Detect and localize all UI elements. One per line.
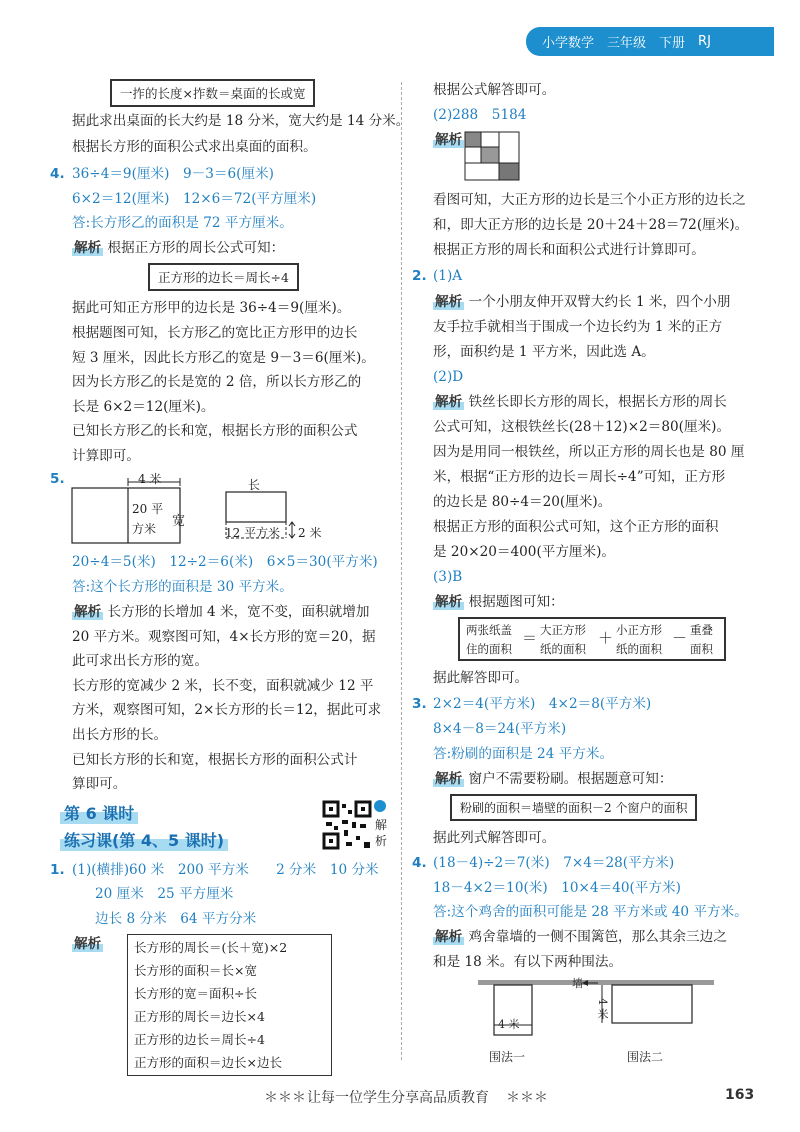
answer-line: 边长 8 分米 64 平方分米: [95, 911, 257, 927]
label-20b: 方米: [132, 522, 157, 536]
text-line: 米，根据“正方形的边长＝周长÷4”可知，正方形: [433, 469, 726, 485]
text-line: 根据题图可知：: [468, 594, 564, 610]
text-line: 形，面积约是 1 平方米，因此选 A。: [433, 344, 655, 360]
text-line: 算即可。: [72, 776, 127, 792]
formula-item: 长方形的面积＝长×宽: [134, 963, 257, 978]
text-line: 根据正方形的周长公式可知：: [107, 240, 285, 256]
qr-label: 解: [375, 818, 388, 832]
answer-line: 2×2＝4(平方米) 4×2＝8(平方米): [433, 696, 652, 712]
answer-line: 20 厘米 25 平方厘米: [95, 886, 234, 902]
qr-code-icon[interactable]: [322, 800, 372, 850]
text-line: 看图可知，大正方形的边长是三个小正方形的边长之: [433, 192, 746, 208]
answer-line: 6×2＝12(厘米) 12×6＝72(平方厘米): [72, 191, 317, 207]
label-chang: 长: [248, 478, 261, 492]
text-line: 已知长方形的长和宽，根据长方形的面积公式计: [72, 752, 358, 768]
relation-term-2: 大正方形 纸的面积: [540, 623, 586, 656]
relation-box: [458, 617, 726, 661]
footer-stars-left: ＊＊＊: [264, 1090, 306, 1106]
column-divider: [401, 82, 402, 1060]
answer-line: 20÷4＝5(米) 12÷2＝6(米) 6×5＝30(平方米): [72, 554, 378, 570]
question-number: 5.: [50, 471, 65, 487]
label-4m: 4 米: [138, 472, 162, 486]
formula-box: 正方形的边长＝周长÷4: [148, 263, 299, 291]
text-line: 根据正方形的面积公式可知，这个正方形的面积: [433, 519, 719, 535]
text-line: 鸡舍靠墙的一侧不围篱笆，那么其余三边之: [468, 929, 727, 945]
question-number: 4.: [412, 855, 427, 871]
text-line: 根据正方形的周长和面积公式进行计算即可。: [433, 242, 705, 258]
text-line: 已知长方形乙的长和宽，根据长方形的面积公式: [72, 423, 358, 439]
text-line: 根据题图可知，长方形乙的宽比正方形甲的边长: [72, 325, 358, 341]
squares-diagram: [464, 131, 520, 181]
text-line: 公式可知，这根铁丝长(28＋12)×2＝80(厘米)。: [433, 419, 731, 435]
relation-term-3: 小正方形 纸的面积: [616, 623, 662, 656]
page-number: 163: [725, 1087, 755, 1103]
wall-label: 墙: [572, 977, 583, 990]
label-4m-a: 4 米: [498, 1018, 520, 1031]
qr-label: 析: [375, 834, 388, 848]
text-line: 是 20×20＝400(平方厘米)。: [433, 544, 616, 560]
text-line: 和是 18 米。有以下两种围法。: [433, 954, 623, 970]
text-line: 铁丝长即长方形的周长，根据长方形的周长: [468, 394, 727, 410]
text-line: 根据长方形的面积公式求出桌面的面积。: [72, 139, 317, 155]
volume-label: 下册: [659, 36, 686, 51]
header-banner: [526, 27, 774, 56]
rectangle-diagram: [68, 470, 328, 548]
lesson-heading: 第 6 课时: [60, 801, 138, 824]
formula-box-top: 一拃的长度×拃数＝桌面的长或宽: [110, 79, 315, 107]
question-number: 2.: [412, 268, 427, 284]
label-2m: 2 米: [298, 526, 322, 540]
formula-item: 长方形的周长＝(长＋宽)×2: [134, 940, 288, 955]
formula-list-box: [127, 934, 332, 1076]
answer-line: (1)A: [433, 268, 463, 284]
answer-line: (1)(横排)60 米 200 平方米 2 分米 10 分米: [72, 862, 379, 878]
text-line: 因为长方形乙的长是宽的 2 倍，所以长方形乙的: [72, 374, 362, 390]
relation-term-4: 重叠 面积: [690, 623, 713, 656]
minus-sign: －: [672, 629, 688, 647]
text-line: 短 3 厘米，因此长方形乙的宽是 9－3＝6(厘米)。: [72, 350, 375, 366]
answer-statement: 答:粉刷的面积是 24 平方米。: [433, 746, 614, 762]
answer-statement: 答:这个鸡舍的面积可能是 28 平方米或 40 平方米。: [433, 904, 748, 920]
label-12: 12 平方米: [225, 526, 281, 540]
play-icon[interactable]: [374, 800, 386, 812]
caption-method-1: 围法一: [489, 1050, 526, 1064]
text-line: 的边长是 80÷4＝20(厘米)。: [433, 494, 612, 510]
label-4m-b: 4 米: [596, 998, 609, 1020]
analysis-tag: 解析: [74, 604, 102, 620]
question-number: 3.: [412, 696, 427, 712]
text-line: 据此求出桌面的长大约是 18 分米，宽大约是 14 分米。: [72, 113, 410, 129]
analysis-tag: 解析: [435, 394, 463, 410]
analysis-tag: 解析: [435, 594, 463, 610]
analysis-tag: 解析: [74, 240, 102, 256]
text-line: 计算即可。: [72, 448, 140, 464]
text-line: 和，即大正方形的边长是 20＋24＋28＝72(厘米)。: [433, 217, 749, 233]
text-line: 长方形的长增加 4 米，宽不变，面积就增加: [107, 604, 370, 620]
formula-item: 正方形的边长＝周长÷4: [134, 1032, 265, 1047]
text-line: 因为是用同一根铁丝，所以正方形的周长也是 80 厘: [433, 444, 745, 460]
question-number: 1.: [50, 862, 65, 878]
text-line: 窗户不需要粉刷。根据题意可知：: [468, 771, 673, 787]
text-line: 据此解答即可。: [433, 670, 529, 686]
footer-stars-right: ＊＊＊: [506, 1090, 548, 1106]
answer-statement: 答:长方形乙的面积是 72 平方厘米。: [72, 215, 293, 231]
answer-statement: 答:这个长方形的面积是 30 平方米。: [72, 579, 293, 595]
formula-item: 长方形的宽＝面积÷长: [134, 986, 257, 1001]
grade-label: 三年级: [607, 36, 647, 51]
analysis-tag: 解析: [435, 294, 463, 310]
formula-box: 粉刷的面积＝墙壁的面积－2 个窗户的面积: [450, 794, 697, 821]
text-line: 长是 6×2＝12(厘米)。: [72, 399, 215, 415]
label-20: 20 平: [132, 502, 164, 516]
text-line: 方米，观察图可知，2×长方形的长＝12，据此可求: [72, 702, 382, 718]
subject-label: 小学数学: [542, 36, 595, 51]
text-line: 据此列式解答即可。: [433, 830, 556, 846]
footer-slogan: 让每一位学生分享高品质教育: [307, 1090, 489, 1106]
formula-item: 正方形的周长＝边长×4: [134, 1009, 265, 1024]
text-line: 20 平方米。观察图可知，4×长方形的宽＝20，据: [72, 629, 376, 645]
text-line: 此可求出长方形的宽。: [72, 653, 208, 669]
formula-item: 正方形的面积＝边长×边长: [134, 1055, 282, 1070]
text-line: 长方形的宽减少 2 米，长不变，面积就减少 12 平: [72, 678, 374, 694]
analysis-tag: 解析: [435, 132, 463, 148]
label-kuan: 宽: [172, 514, 186, 529]
analysis-tag: 解析: [74, 936, 102, 952]
relation-term-1: 两张纸盖 住的面积: [466, 623, 512, 656]
question-number: 4.: [50, 166, 65, 182]
text-line: 一个小朋友伸开双臂大约长 1 米，四个小朋: [468, 294, 731, 310]
plus-sign: ＋: [598, 629, 614, 647]
answer-line: (2)288 5184: [433, 107, 527, 123]
text-line: 据此可知正方形甲的边长是 36÷4＝9(厘米)。: [72, 300, 351, 316]
analysis-tag: 解析: [435, 929, 463, 945]
practice-heading: 练习课(第 4、5 课时): [60, 828, 228, 851]
text-line: 友手拉手就相当于围成一个边长约为 1 米的正方: [433, 319, 723, 335]
answer-line: 18－4×2＝10(米) 10×4＝40(平方米): [433, 880, 681, 896]
answer-line: 36÷4＝9(厘米) 9－3＝6(厘米): [72, 166, 274, 182]
answer-line: (18－4)÷2＝7(米) 7×4＝28(平方米): [433, 855, 675, 871]
equals-sign: ＝: [522, 629, 538, 647]
caption-method-2: 围法二: [627, 1050, 664, 1064]
text-line: 根据公式解答即可。: [433, 82, 556, 98]
text-line: 出长方形的长。: [72, 727, 168, 743]
edition-label: RJ: [698, 34, 711, 49]
answer-line: (2)D: [433, 369, 464, 385]
answer-line: 8×4－8＝24(平方米): [433, 721, 567, 737]
answer-line: (3)B: [433, 569, 463, 585]
analysis-tag: 解析: [435, 771, 463, 787]
